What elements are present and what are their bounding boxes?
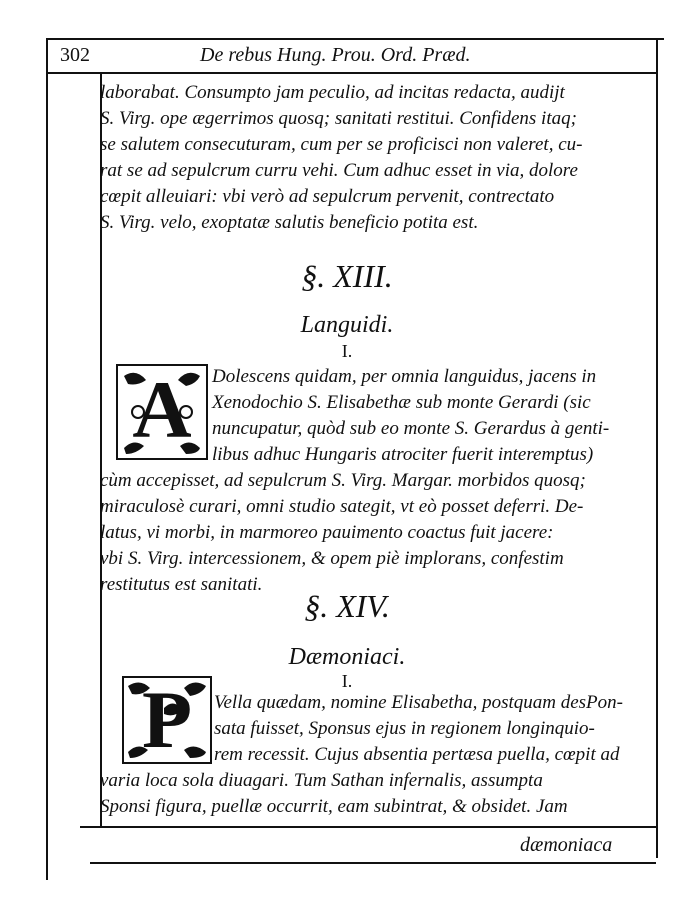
- text-line: Sponsi figura, puellæ occurrit, eam subintrat, & obsidet. Jam: [100, 796, 568, 817]
- text-line: vbi S. Virg. intercessionem, & opem piè implorans, confestim: [100, 548, 564, 569]
- section-heading: §. XIII.: [301, 258, 393, 294]
- section-subheading: Dæmoniaci.: [288, 644, 406, 670]
- text-line: latus, vi morbi, in marmoreo pauimento coactus fuit jacere:: [100, 522, 554, 543]
- catchword: dæmoniaca: [520, 834, 613, 856]
- text-line: se salutem consecuturam, cum per se proficisci non valeret, cu-: [100, 134, 583, 155]
- text-line: S. Virg. ope ægerrimos quosq; sanitati restitui. Confidens itaq;: [100, 108, 577, 129]
- dropcap-ornament: [122, 676, 212, 764]
- text-line: varia loca sola diuagari. Tum Sathan infernalis, assumpta: [100, 770, 543, 791]
- text-line: Vella quædam, nomine Elisabetha, postquam desPon-: [214, 692, 623, 713]
- text-line: miraculosè curari, omni studio sategit, vt eò posset deferri. De-: [100, 496, 584, 517]
- page-frame-right-rule: [656, 38, 658, 858]
- text-line: Xenodochio S. Elisabethæ sub monte Gerardi (sic: [212, 392, 591, 413]
- text-line: rat se ad sepulcrum curru vehi. Cum adhuc esset in via, dolore: [100, 160, 578, 181]
- item-number: I.: [341, 671, 353, 691]
- text-line: restitutus est sanitati.: [100, 574, 263, 595]
- header-under-rule: [46, 72, 658, 74]
- text-line: cùm accepisset, ad sepulcrum S. Virg. Margar. morbidos quosq;: [100, 470, 586, 491]
- section-subheading: Languidi.: [300, 312, 394, 338]
- page-number: 302: [60, 44, 90, 66]
- text-line: laborabat. Consumpto jam peculio, ad incitas redacta, audijt: [100, 82, 565, 103]
- section-heading: §. XIV.: [304, 588, 390, 624]
- text-line: nuncupatur, quòd sub eo monte S. Gerardus à genti-: [212, 418, 610, 439]
- bottom-rule: [90, 862, 656, 864]
- item-number: I.: [341, 341, 353, 361]
- dropcap-letter: P: [141, 676, 193, 764]
- text-line: Dolescens quidam, per omnia languidus, jacens in: [212, 366, 597, 387]
- text-line: S. Virg. velo, exoptatæ salutis beneficio potita est.: [100, 212, 479, 233]
- text-line: libus adhuc Hungaris atrociter fuerit interemptus): [212, 444, 594, 465]
- text-line: sata fuisset, Sponsus ejus in regionem longinquio-: [214, 718, 595, 739]
- footer-rule: [80, 826, 658, 828]
- dropcap-letter: A: [132, 364, 192, 455]
- dropcap-ornament: [116, 364, 208, 460]
- text-line: cœpit alleuiari: vbi verò ad sepulcrum pervenit, contrectato: [100, 186, 555, 207]
- page-frame-left-rule: [46, 38, 48, 880]
- running-head: De rebus Hung. Prou. Ord. Præd.: [200, 44, 471, 66]
- text-line: rem recessit. Cujus absentia pertæsa puella, cœpit ad: [214, 744, 620, 765]
